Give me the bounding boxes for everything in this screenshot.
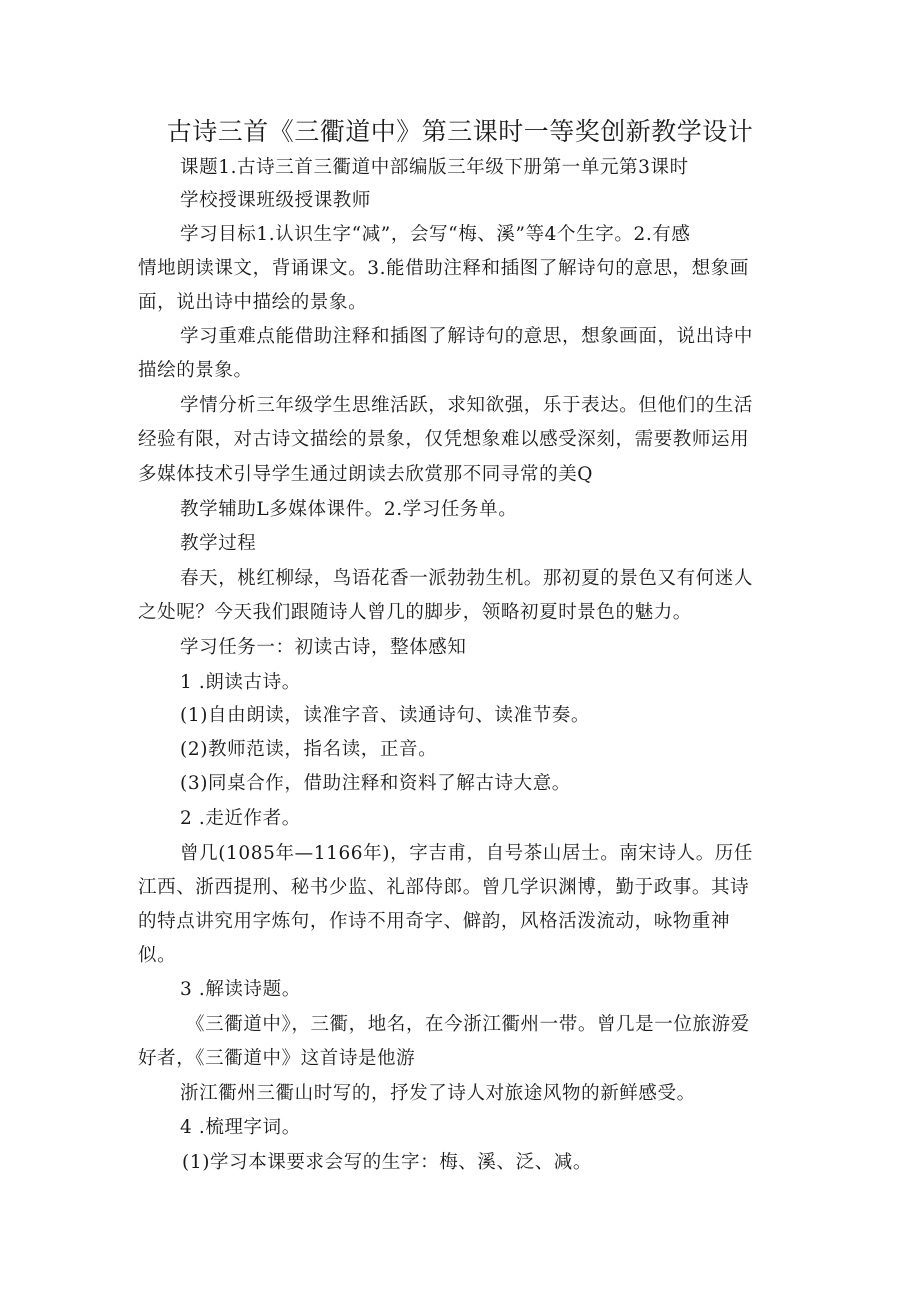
text-line: (2)教师范读，指名读，正音。 bbox=[180, 739, 438, 760]
text-line: (3)同桌合作，借助注释和资料了解古诗大意。 bbox=[180, 773, 571, 794]
text-line: 学校授课班级授课教师 bbox=[180, 190, 372, 211]
text-line: 春天，桃红柳绿，鸟语花香一派勃勃生机。那初夏的景色又有何迷人 bbox=[180, 568, 754, 589]
text-line: 4 .梳理字词。 bbox=[180, 1117, 301, 1138]
text-line: 教学辅助L多媒体课件。2.学习任务单。 bbox=[180, 499, 518, 520]
text-line: 教学过程 bbox=[180, 533, 257, 554]
text-line: 学习重难点能借助注释和插图了解诗句的意思，想象画面，说出诗中 bbox=[180, 326, 754, 347]
text-line: 2 .走近作者。 bbox=[180, 808, 301, 829]
text-line: 多媒体技术引导学生通过朗读去欣赏那不同寻常的美Q bbox=[138, 464, 594, 485]
text-line: 面，说出诗中描绘的景象。 bbox=[138, 292, 368, 313]
text-line: 曾几(1085年—1166年)，字吉甫，自号茶山居士。南宋诗人。历任 bbox=[180, 843, 753, 864]
text-line: 《三衢道中》，三衢，地名，在今浙江衢州一带。曾几是一位旅游爱 bbox=[186, 1014, 750, 1035]
text-line: (1)学习本课要求会写的生字：梅、溪、泛、减。 bbox=[182, 1152, 593, 1173]
text-line: 的特点讲究用字炼句，作诗不用奇字、僻韵，风格活泼流动，咏物重神 bbox=[138, 911, 731, 932]
text-line: 学习目标1.认识生字“减”，会写“梅、溪”等4个生字。2.有感 bbox=[180, 224, 691, 245]
text-line: 浙江衢州三衢山时写的，抒发了诗人对旅途风物的新鲜感受。 bbox=[180, 1083, 696, 1104]
text-line: 描绘的景象。 bbox=[138, 360, 253, 381]
text-line: 似。 bbox=[138, 945, 177, 966]
text-line: 情地朗读课文，背诵课文。3.能借助注释和插图了解诗句的意思，想象画 bbox=[138, 258, 749, 279]
text-line: 之处呢？今天我们跟随诗人曾几的脚步，领略初夏时景色的魅力。 bbox=[138, 602, 692, 623]
text-line: 3 .解读诗题。 bbox=[180, 979, 301, 1000]
text-line: 学习任务一：初读古诗，整体感知 bbox=[180, 637, 467, 658]
text-line: 江西、浙西提刑、秘书少监、礼部侍郎。曾几学识渊博，勤于政事。其诗 bbox=[138, 877, 750, 898]
text-line: 好者，《三衢道中》这首诗是他游 bbox=[138, 1048, 416, 1069]
text-line: 学情分析三年级学生思维活跃，求知欲强，乐于表达。但他们的生活 bbox=[180, 395, 754, 416]
text-line: 经验有限，对古诗文描绘的景象，仅凭想象难以感受深刻，需要教师运用 bbox=[138, 429, 750, 450]
text-line: 课题1.古诗三首三衢道中部编版三年级下册第一单元第3课时 bbox=[180, 157, 689, 178]
text-line: 1 .朗读古诗。 bbox=[180, 672, 301, 693]
document-title: 古诗三首《三衢道中》第三课时一等奖创新教学设计 bbox=[166, 117, 754, 146]
text-line: (1)自由朗读，读准字音、读通诗句、读准节奏。 bbox=[180, 705, 591, 726]
